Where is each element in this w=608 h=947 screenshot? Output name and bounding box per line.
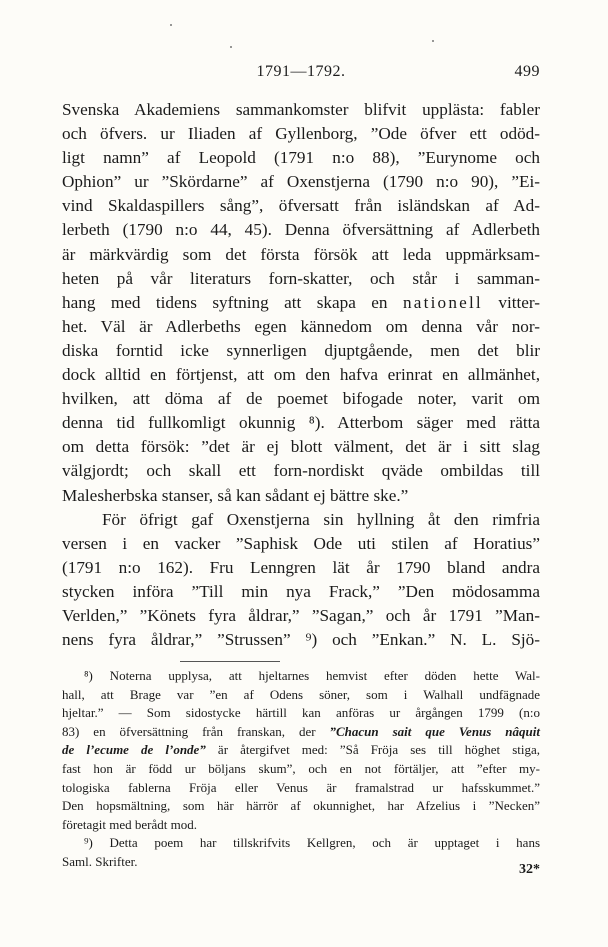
text-segment: vitter- <box>498 292 541 312</box>
text-line: ligt namn” af Leopold (1791 n:o 88), ”Eurynome och <box>62 148 540 168</box>
footnotes <box>62 667 540 872</box>
signature-mark: 32* <box>519 862 540 877</box>
running-header <box>62 63 540 87</box>
footnote-line: ⁹) Detta poem har tillskrifvits Kellgren, och är upptaget i hans <box>84 835 540 851</box>
french-quote: ”Chacun sait que Venus nâquit <box>329 723 540 739</box>
paper-speck <box>230 46 232 48</box>
footnote-line: hjeltar.” — Som sidostycke härtill kan anföras ur årgången 1799 (n:o <box>62 705 540 721</box>
text-segment: hang med tidens syftning att skapa en <box>62 292 388 312</box>
text-line <box>62 291 540 315</box>
text-line: nens fyra åldrar,” ”Strussen” ⁹) och ”Enkan.” N. L. Sjö- <box>62 630 540 650</box>
text-line: Ophion” ur ”Skördarne” af Oxenstjerna (1790 n:o 90), ”Ei- <box>62 172 540 192</box>
footnote-line <box>62 723 540 742</box>
text-line: lerbeth (1790 n:o 44, 45). Denna öfversättning af Adlerbeth <box>62 220 540 240</box>
footnote-line <box>62 741 540 760</box>
text-line: het. Väl är Adlerbeths egen kännedom om denna vår nor- <box>62 316 540 336</box>
paper-speck <box>432 40 434 42</box>
french-quote: de l’ecume de l’onde” <box>62 742 206 758</box>
text-line: och öfvers. ur Iliaden af Gyllenborg, ”Ode öfver ett odöd- <box>62 124 540 144</box>
text-line: Svenska Akademiens sammankomster blifvit upplästa: fabler <box>62 100 540 119</box>
header-years: 1791—1792. <box>256 63 346 80</box>
text-line: Malesherbska stanser, så kan sådant ej bättre ske.” <box>62 485 409 505</box>
emphasized-word: nationell <box>402 292 483 312</box>
text-line: är märkvärdig som det första försök att leda uppmärksam- <box>62 244 540 264</box>
text-line: stycken införa ”Till min nya Frack,” ”Den mödosamma <box>62 581 540 601</box>
text-line: (1791 n:o 162). Fru Lenngren lät år 1790 bland andra <box>62 557 540 577</box>
footnote-line: tologiska fablerna Fröja eller Venus är framalstrad ur hafsskummet.” <box>62 779 540 795</box>
text-line: För öfrigt gaf Oxenstjerna sin hyllning åt den rimfria <box>102 509 540 529</box>
paper-speck <box>170 24 172 26</box>
text-line: vind Skaldaspillers sång”, öfversatt från isländskan af Ad- <box>62 196 540 216</box>
footnote-line: ⁸) Noterna upplysa, att hjeltarnes hemvist efter döden hette Wal- <box>84 668 540 683</box>
text-line: välgjordt; och skall ett forn-nordiskt qväde ombildas till <box>62 461 540 481</box>
text-line: Verlden,” ”Könets fyra åldrar,” ”Sagan,” och år 1791 ”Man- <box>62 605 540 625</box>
text-line: denna tid fullkomligt okunnig ⁸). Atterbom säger med rätta <box>62 413 540 433</box>
footnote-line: fast hon är född ur böljans skum”, och en not förtäljer, att ”efter my- <box>62 760 540 776</box>
text-line: dock alltid en förtjenst, att om den hafva erinrat en allmänhet, <box>62 365 540 385</box>
text-segment: 83) en öfversättning från franskan, der <box>62 723 316 739</box>
text-line: heten på vår literaturs forn-skatter, och står i samman- <box>62 268 540 288</box>
main-text <box>62 98 540 652</box>
footnote-line: hall, att Brage var ”en af Odens söner, som i Walhall undfägnade <box>62 686 540 702</box>
page-number: 499 <box>514 63 540 80</box>
footnote-line: Den hopsmältning, som här härrör af okunnighet, har Afzelius i ”Necken” <box>62 798 540 814</box>
footnote-line: företagit med berådt mod. <box>62 816 198 832</box>
text-line: hvilken, att döma af de poemet bifogade noter, varit om <box>62 389 540 409</box>
text-line: diska forntid icke synnerligen djuptgående, men det blir <box>62 340 540 360</box>
text-segment: är återgifvet med: ”Så Fröja ses till höghet stiga, <box>217 742 540 758</box>
footnote-line: Saml. Skrifter. <box>62 853 138 869</box>
footnote-divider <box>180 661 280 662</box>
text-line: om detta försök: ”det är ej blott välment, det är i sitt slag <box>62 437 540 457</box>
text-line: versen i en vacker ”Saphisk Ode uti stilen af Horatius” <box>62 533 540 553</box>
